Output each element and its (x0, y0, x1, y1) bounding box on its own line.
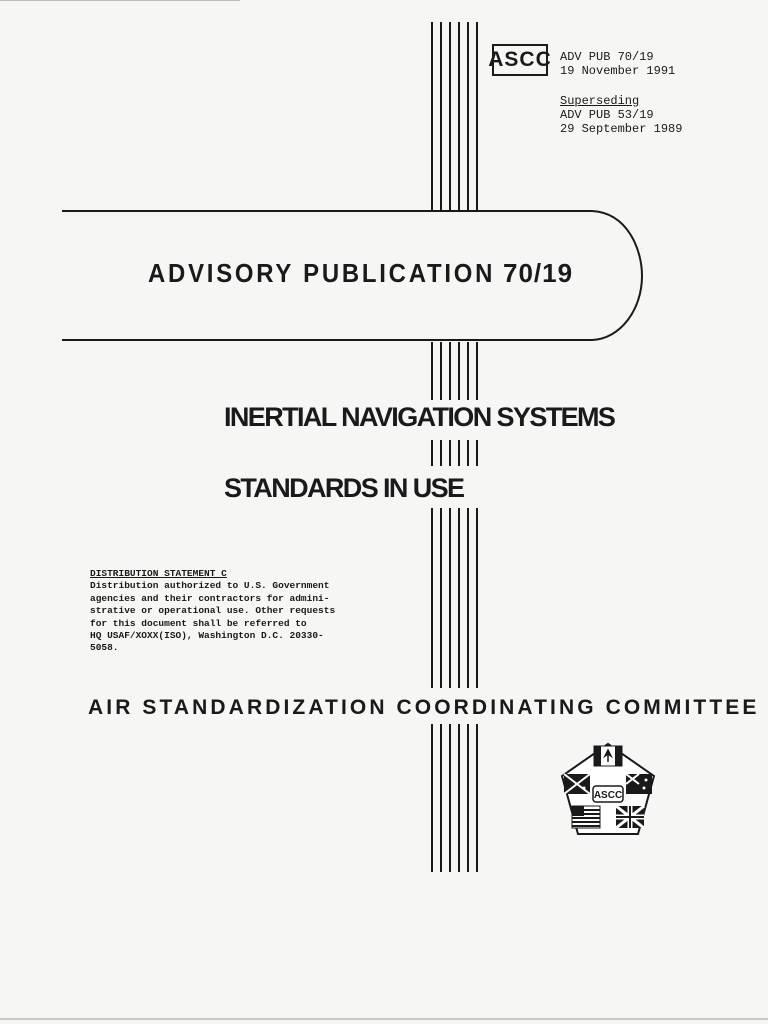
banner-title: ADVISORY PUBLICATION (148, 258, 496, 288)
banner-number: 70/19 (503, 258, 574, 288)
superseded-date: 29 September 1989 (560, 122, 683, 136)
distribution-statement (90, 568, 400, 655)
superseded-number: ADV PUB 53/19 (560, 108, 654, 122)
publication-info (560, 50, 675, 78)
superseding-label: Superseding (560, 94, 640, 108)
vertical-rule-middle (431, 342, 478, 400)
new-zealand-flag-icon (626, 774, 652, 794)
distribution-line: Distribution authorized to U.S. Government (90, 580, 330, 592)
scan-bottom-edge (0, 1018, 768, 1020)
distribution-line: for this document shall be referred to (90, 617, 307, 629)
australia-flag-icon (564, 774, 590, 794)
vertical-rule-top (431, 22, 478, 212)
scan-top-edge (0, 0, 240, 1)
publication-number: ADV PUB 70/19 (560, 50, 654, 64)
distribution-heading: DISTRIBUTION STATEMENT C (90, 568, 227, 579)
superseding-info (560, 94, 682, 136)
vertical-rule-lower (431, 508, 478, 688)
us-flag-icon (572, 806, 600, 828)
committee-name: AIR STANDARDIZATION COORDINATING COMMITTEE (88, 696, 760, 719)
distribution-line: strative or operational use. Other requests (90, 605, 336, 617)
vertical-rule-bottom (431, 724, 478, 872)
subject-line-2: STANDARDS IN USE (224, 473, 464, 503)
uk-flag-icon (616, 806, 644, 828)
vertical-rule-between-titles (431, 440, 478, 466)
ascc-logo-box: ASCC (492, 44, 548, 76)
distribution-line: 5058. (90, 642, 119, 654)
distribution-line: agencies and their contractors for admini- (90, 592, 330, 604)
canada-flag-icon (594, 746, 622, 766)
ascc-emblem (556, 740, 660, 844)
emblem-label: ASCC (593, 790, 623, 801)
distribution-line: HQ USAF/XOXX(ISO), Washington D.C. 20330- (90, 630, 324, 642)
subject-line-1: INERTIAL NAVIGATION SYSTEMS (224, 402, 615, 432)
publication-date: 19 November 1991 (560, 64, 676, 78)
